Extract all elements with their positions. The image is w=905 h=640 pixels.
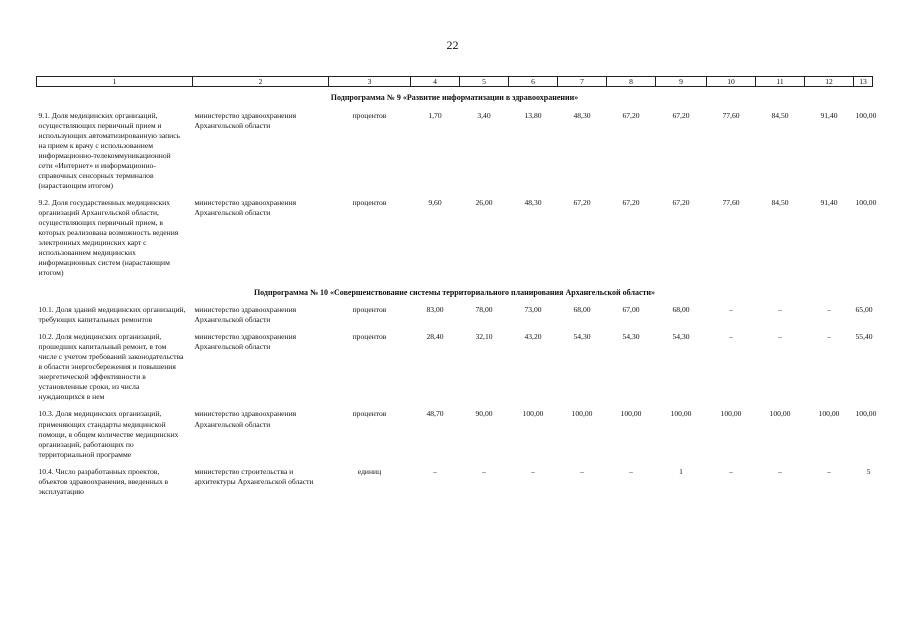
indicator-value: 68,00 xyxy=(573,305,591,315)
indicator-value: 100,00 xyxy=(769,409,791,419)
indicator-value: 68,00 xyxy=(672,305,690,315)
indicator-value: 100,00 xyxy=(855,110,877,120)
column-number-cell: 2 xyxy=(193,77,329,87)
table-row xyxy=(37,406,873,463)
indicator-value: 5 xyxy=(866,466,871,476)
column-number-cell: 11 xyxy=(756,77,805,87)
indicator-value: 84,50 xyxy=(771,110,789,120)
indicator-value: 1,70 xyxy=(428,110,442,120)
column-number-cell: 13 xyxy=(854,77,873,87)
indicator-value: – xyxy=(482,466,486,476)
indicator-value: 73,00 xyxy=(524,305,542,315)
column-number-cell: 8 xyxy=(607,77,656,87)
indicator-value: 90,00 xyxy=(475,409,493,419)
indicator-value: – xyxy=(580,466,584,476)
table-row xyxy=(37,302,873,329)
indicator-name: 9.1. Доля медицинских организаций, осуществляющих первичный прием и использующих автоматизированную запись на прием к врачу с использованием информационно-телекоммуникационной сети «Интернет» и информационно-справочных сенсорных терминалов (нарастающим итогом) xyxy=(38,110,181,190)
table-row xyxy=(37,464,873,501)
unit-of-measure: единиц xyxy=(357,466,382,476)
indicator-value: 67,20 xyxy=(672,110,690,120)
column-number-cell: 9 xyxy=(656,77,707,87)
column-number-header xyxy=(37,77,873,87)
table-row xyxy=(37,329,873,406)
indicator-name: 10.1. Доля зданий медицинских организаций, требующих капитальных ремонтов xyxy=(38,305,186,325)
indicator-value: 28,40 xyxy=(426,332,444,342)
indicator-name: 9.2. Доля государственных медицинских организаций Архангельской области, осуществляющих первичный прием, в которых реализована возможность ведения электронных медицинских карт с использованием медицинских информационных систем (нарастающим итогом) xyxy=(38,197,179,277)
indicator-value: – xyxy=(778,332,782,342)
indicator-value: – xyxy=(729,332,733,342)
responsible-organization: министерство здравоохранения Архангельской области xyxy=(194,110,297,130)
unit-of-measure: процентов xyxy=(352,409,387,419)
indicator-value: – xyxy=(778,466,782,476)
indicator-value: 48,30 xyxy=(573,110,591,120)
indicator-value: 55,40 xyxy=(855,332,873,342)
column-number-cell: 12 xyxy=(805,77,854,87)
indicator-value: 54,30 xyxy=(573,332,591,342)
indicator-value: 3,40 xyxy=(477,110,491,120)
column-number-cell: 3 xyxy=(329,77,411,87)
responsible-organization: министерство строительства и архитектуры Архангельской области xyxy=(194,466,314,486)
unit-of-measure: процентов xyxy=(352,110,387,120)
indicator-value: 91,40 xyxy=(820,110,838,120)
column-number-cell: 10 xyxy=(707,77,756,87)
indicator-value: 54,30 xyxy=(672,332,690,342)
indicator-value: 100,00 xyxy=(670,409,692,419)
indicator-value: – xyxy=(433,466,437,476)
indicator-name: 10.4. Число разработанных проектов, объектов здравоохранения, введенных в эксплуатацию xyxy=(38,466,169,496)
responsible-organization: министерство здравоохранения Архангельской области xyxy=(194,305,297,325)
column-number-cell: 7 xyxy=(558,77,607,87)
subprogram-title: Подпрограмма № 9 «Развитие информатизации в здравоохранении» xyxy=(330,93,579,102)
indicator-value: – xyxy=(827,332,831,342)
indicator-value: 67,20 xyxy=(622,197,640,207)
indicator-value: 77,60 xyxy=(722,197,740,207)
subprogram-title: Подпрограмма № 10 «Совершенствование системы территориального планирования Архангельской области» xyxy=(253,287,656,297)
table-row xyxy=(37,195,873,282)
indicator-value: 84,50 xyxy=(771,197,789,207)
indicator-value: 100,00 xyxy=(522,409,544,419)
unit-of-measure: процентов xyxy=(352,332,387,342)
unit-of-measure: процентов xyxy=(352,197,387,207)
indicator-value: 100,00 xyxy=(855,197,877,207)
indicator-value: 100,00 xyxy=(818,409,840,419)
column-number-cell: 4 xyxy=(411,77,460,87)
responsible-organization: министерство здравоохранения Архангельской области xyxy=(194,197,297,217)
unit-of-measure: процентов xyxy=(352,305,387,315)
indicator-value: 100,00 xyxy=(571,409,593,419)
indicator-value: 13,80 xyxy=(524,110,542,120)
indicator-value: 77,60 xyxy=(722,110,740,120)
indicator-value: 48,70 xyxy=(426,409,444,419)
table-row xyxy=(37,108,873,195)
indicator-value: – xyxy=(827,466,831,476)
column-number-cell: 6 xyxy=(509,77,558,87)
indicator-value: – xyxy=(729,466,733,476)
indicator-value: 67,20 xyxy=(672,197,690,207)
responsible-organization: министерство здравоохранения Архангельской области xyxy=(194,409,297,429)
page-number: 22 xyxy=(446,38,459,52)
indicator-value: 91,40 xyxy=(820,197,838,207)
indicator-value: 67,00 xyxy=(622,305,640,315)
indicator-value: 65,00 xyxy=(855,305,873,315)
indicator-value: 32,10 xyxy=(475,332,493,342)
indicator-name: 10.3. Доля медицинских организаций, применяющих стандарты медицинской помощи, в общем количестве медицинских организаций, работающих по территориальной программе xyxy=(38,409,179,459)
indicator-value: 9,60 xyxy=(428,197,442,207)
subprogram-heading-row xyxy=(37,87,873,108)
column-number-cell: 1 xyxy=(37,77,193,87)
indicator-value: 100,00 xyxy=(720,409,742,419)
indicator-value: – xyxy=(629,466,633,476)
indicator-value: 54,30 xyxy=(622,332,640,342)
indicator-value: – xyxy=(827,305,831,315)
subprogram-heading-row xyxy=(37,282,873,303)
column-number-cell: 5 xyxy=(460,77,509,87)
indicator-name: 10.2. Доля медицинских организаций, прошедших капитальный ремонт, в том числе с учетом требований законодательства в области энергосбережения и повышения энергетической эффективности в установленные сроки, из числа нуждающихся в нем xyxy=(38,332,184,402)
indicators-table xyxy=(36,76,877,501)
indicator-value: – xyxy=(729,305,733,315)
indicator-value: 67,20 xyxy=(622,110,640,120)
indicator-value: 1 xyxy=(679,466,683,476)
indicator-value: 83,00 xyxy=(426,305,444,315)
indicator-value: 26,00 xyxy=(475,197,493,207)
indicator-value: 48,30 xyxy=(524,197,542,207)
indicator-value: – xyxy=(531,466,535,476)
indicator-value: – xyxy=(778,305,782,315)
responsible-organization: министерство здравоохранения Архангельской области xyxy=(194,332,297,352)
indicator-value: 100,00 xyxy=(855,409,877,419)
indicator-value: 67,20 xyxy=(573,197,591,207)
indicator-value: 43,20 xyxy=(524,332,542,342)
indicator-value: 100,00 xyxy=(620,409,642,419)
indicator-value: 78,00 xyxy=(475,305,493,315)
